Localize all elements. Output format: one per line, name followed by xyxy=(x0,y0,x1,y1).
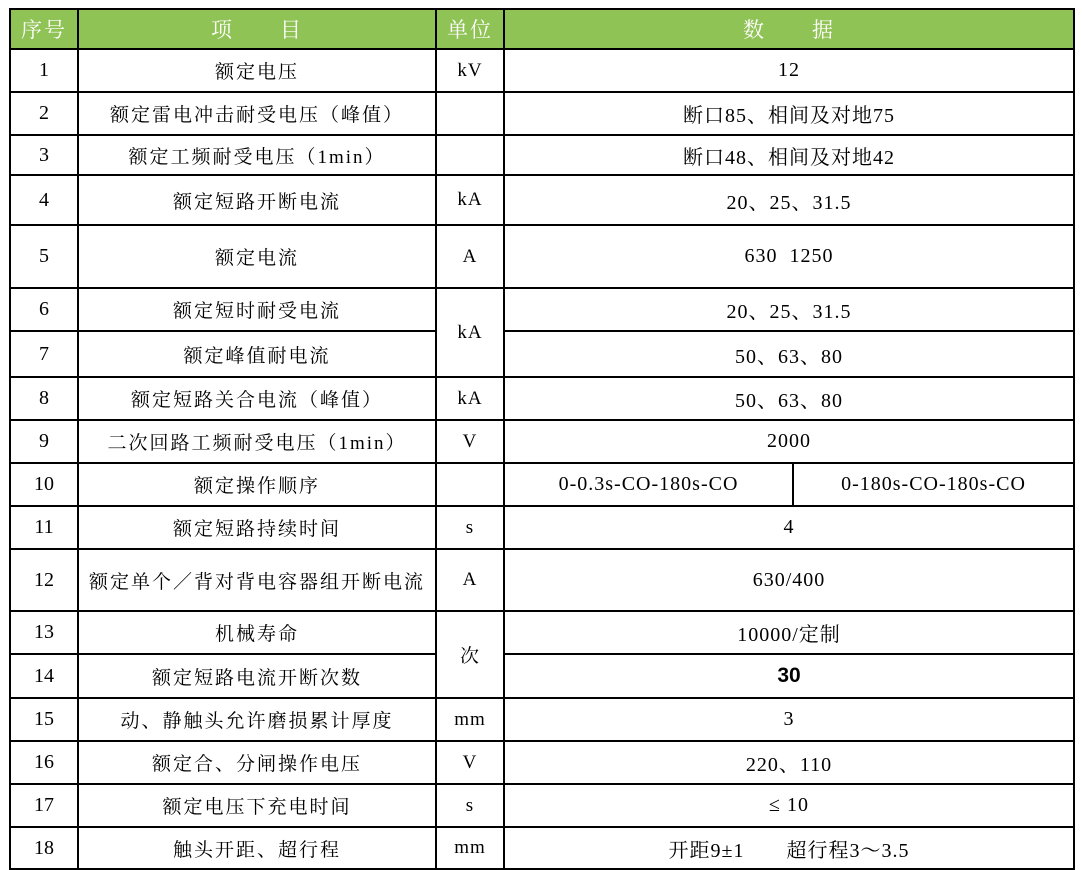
table-row xyxy=(10,784,1074,827)
table-row xyxy=(10,175,1074,225)
data-cell-right: 0-180s-CO-180s-CO xyxy=(793,463,1074,506)
table-row xyxy=(10,741,1074,784)
unit-cell: kA xyxy=(436,288,504,377)
data-cell: 12 xyxy=(504,49,1074,92)
item-cell: 额定合、分闸操作电压 xyxy=(78,741,436,784)
data-cell: 50、63、80 xyxy=(504,331,1074,377)
table-row xyxy=(10,288,1074,331)
table-row xyxy=(10,611,1074,654)
table-row xyxy=(10,506,1074,549)
unit-cell: kV xyxy=(436,49,504,92)
item-cell: 额定电压下充电时间 xyxy=(78,784,436,827)
seq-cell: 9 xyxy=(10,420,78,463)
seq-cell: 5 xyxy=(10,225,78,288)
data-cell: 220、110 xyxy=(504,741,1074,784)
seq-cell: 2 xyxy=(10,92,78,135)
table-row xyxy=(10,654,1074,698)
data-cell: 630 1250 xyxy=(504,225,1074,288)
seq-cell: 17 xyxy=(10,784,78,827)
item-cell: 额定单个／背对背电容器组开断电流 xyxy=(78,549,436,611)
seq-cell: 14 xyxy=(10,654,78,698)
data-cell: 630/400 xyxy=(504,549,1074,611)
seq-cell: 3 xyxy=(10,135,78,175)
seq-cell: 8 xyxy=(10,377,78,420)
table-row xyxy=(10,827,1074,869)
item-cell: 额定短路持续时间 xyxy=(78,506,436,549)
seq-cell: 10 xyxy=(10,463,78,506)
unit-cell: kA xyxy=(436,175,504,225)
seq-cell: 16 xyxy=(10,741,78,784)
data-cell: 3 xyxy=(504,698,1074,741)
seq-cell: 1 xyxy=(10,49,78,92)
seq-cell: 4 xyxy=(10,175,78,225)
item-cell: 额定峰值耐电流 xyxy=(78,331,436,377)
unit-cell xyxy=(436,463,504,506)
item-cell: 额定雷电冲击耐受电压（峰值） xyxy=(78,92,436,135)
item-cell: 额定操作顺序 xyxy=(78,463,436,506)
item-cell: 额定工频耐受电压（1min） xyxy=(78,135,436,175)
header-row xyxy=(10,9,1074,49)
seq-cell: 15 xyxy=(10,698,78,741)
seq-cell: 11 xyxy=(10,506,78,549)
item-cell: 动、静触头允许磨损累计厚度 xyxy=(78,698,436,741)
header-data: 数 据 xyxy=(504,9,1074,49)
table-row xyxy=(10,463,1074,506)
item-cell: 额定短时耐受电流 xyxy=(78,288,436,331)
item-cell: 额定电流 xyxy=(78,225,436,288)
item-cell: 额定短路关合电流（峰值） xyxy=(78,377,436,420)
table-row xyxy=(10,549,1074,611)
unit-cell: kA xyxy=(436,377,504,420)
table-row xyxy=(10,377,1074,420)
seq-cell: 13 xyxy=(10,611,78,654)
table-row xyxy=(10,420,1074,463)
item-cell: 额定短路开断电流 xyxy=(78,175,436,225)
unit-cell: s xyxy=(436,784,504,827)
item-cell: 机械寿命 xyxy=(78,611,436,654)
item-cell: 额定电压 xyxy=(78,49,436,92)
data-cell: 断口48、相间及对地42 xyxy=(504,135,1074,175)
data-cell: ≤ 10 xyxy=(504,784,1074,827)
unit-cell: mm xyxy=(436,698,504,741)
data-cell-left: 0-0.3s-CO-180s-CO xyxy=(504,463,793,506)
item-cell: 触头开距、超行程 xyxy=(78,827,436,869)
table-row xyxy=(10,135,1074,175)
table-row xyxy=(10,698,1074,741)
item-cell: 额定短路电流开断次数 xyxy=(78,654,436,698)
table-row xyxy=(10,331,1074,377)
unit-cell: mm xyxy=(436,827,504,869)
data-cell: 20、25、31.5 xyxy=(504,175,1074,225)
table-row xyxy=(10,49,1074,92)
unit-cell: A xyxy=(436,549,504,611)
data-cell: 断口85、相间及对地75 xyxy=(504,92,1074,135)
item-cell: 二次回路工频耐受电压（1min） xyxy=(78,420,436,463)
unit-cell xyxy=(436,135,504,175)
data-cell: 30 xyxy=(504,654,1074,698)
data-cell: 2000 xyxy=(504,420,1074,463)
seq-cell: 18 xyxy=(10,827,78,869)
table-row xyxy=(10,92,1074,135)
unit-cell: V xyxy=(436,420,504,463)
data-cell: 10000/定制 xyxy=(504,611,1074,654)
header-seq: 序号 xyxy=(10,9,78,49)
unit-cell: V xyxy=(436,741,504,784)
seq-cell: 12 xyxy=(10,549,78,611)
unit-cell: A xyxy=(436,225,504,288)
header-item: 项 目 xyxy=(78,9,436,49)
data-cell: 开距9±1 超行程3～3.5 xyxy=(504,827,1074,869)
data-cell: 20、25、31.5 xyxy=(504,288,1074,331)
seq-cell: 7 xyxy=(10,331,78,377)
data-cell: 4 xyxy=(504,506,1074,549)
unit-cell xyxy=(436,92,504,135)
data-cell: 50、63、80 xyxy=(504,377,1074,420)
spec-table xyxy=(9,8,1075,870)
unit-cell: 次 xyxy=(436,611,504,698)
table-row xyxy=(10,225,1074,288)
header-unit: 单位 xyxy=(436,9,504,49)
seq-cell: 6 xyxy=(10,288,78,331)
unit-cell: s xyxy=(436,506,504,549)
